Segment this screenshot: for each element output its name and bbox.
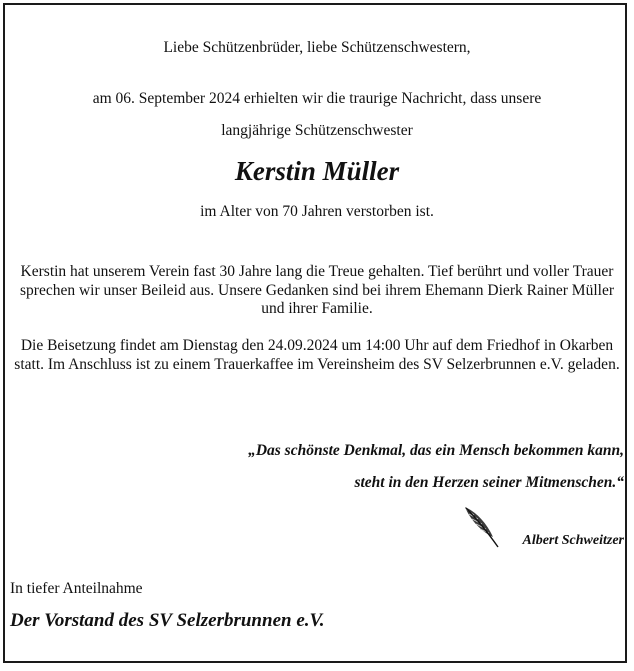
age-line: im Alter von 70 Jahren verstorben ist. <box>200 203 434 220</box>
deceased-name: Kerstin Müller <box>234 156 400 186</box>
intro-line-1: am 06. September 2024 erhielten wir die traurige Nachricht, dass unsere <box>92 90 542 107</box>
condolence-paragraph: Kerstin hat unserem Verein fast 30 Jahre lang die Treue gehalten. Tief berührt und voller Trauer sprechen wir unser Beileid aus. Unsere Gedanken sind bei ihrem Ehemann Dierk Rainer Müller und ihrer Familie. <box>20 263 614 317</box>
salutation: Liebe Schützenbrüder, liebe Schützenschwestern, <box>163 39 471 56</box>
quote-line-1: „Das schönste Denkmal, das ein Mensch bekommen kann, <box>248 442 624 459</box>
quote-author: Albert Schweitzer <box>522 533 624 548</box>
funeral-paragraph: Die Beisetzung findet am Dienstag den 24.09.2024 um 14:00 Uhr auf dem Friedhof in Okarben statt. Im Anschluss ist zu einem Trauerkaffee im Vereinsheim des SV Selzerbrunnen e.V. geladen. <box>14 337 620 373</box>
intro-line-2: langjährige Schützenschwester <box>221 122 413 139</box>
quote-line-2: steht in den Herzen seiner Mitmenschen.“ <box>354 474 624 491</box>
feather-icon <box>462 504 502 550</box>
closing-line: In tiefer Anteilnahme <box>10 580 143 597</box>
signature: Der Vorstand des SV Selzerbrunnen e.V. <box>10 610 325 631</box>
